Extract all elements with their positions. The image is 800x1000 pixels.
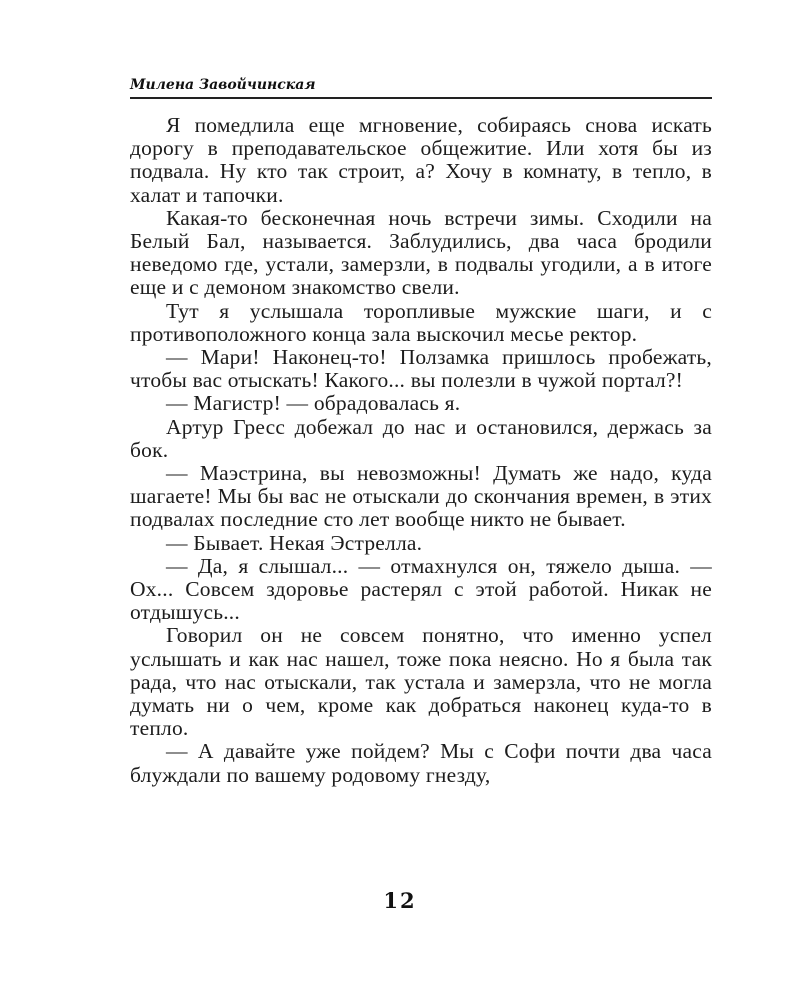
author-name: Милена Завойчинская <box>130 77 316 93</box>
running-header <box>130 76 712 99</box>
paragraph: Артур Гресс добежал до нас и остановился, держась за бок. <box>130 414 712 462</box>
paragraph: — Мари! Наконец-то! Ползамка пришлось пробежать, чтобы вас отыскать! Какого... вы полезли в чужой портал?! <box>130 345 712 393</box>
paragraph: Я помедлила еще мгновение, собираясь снова искать дорогу в преподавательское общежитие. Или хотя бы из подвала. Ну кто так строит, а? Хочу в комнату, в тепло, в халат и тапочки. <box>130 113 712 207</box>
paragraph: — А давайте уже пойдем? Мы с Софи почти два часа блуждали по вашему родовому гнезду, <box>130 739 712 787</box>
paragraph: — Маэстрина, вы невозможны! Думать же надо, куда шагаете! Мы бы вас не отыскали до скончания времен, в этих подвалах последние сто лет вообще никто не бывает. <box>130 461 712 532</box>
paragraph: Какая-то бесконечная ночь встречи зимы. Сходили на Белый Бал, называется. Заблудились, два часа бродили неведомо где, устали, замерзли, в подвалы угодили, а в итоге еще и с демоном знакомство свели. <box>130 205 712 300</box>
paragraph: — Бывает. Некая Эстрелла. <box>166 530 423 555</box>
paragraph: Тут я услышала торопливые мужские шаги, и с противоположного конца зала выскочил месье ректор. <box>130 298 712 346</box>
body-text <box>130 114 712 787</box>
paragraph: — Магистр! — обрадовалась я. <box>166 391 461 416</box>
paragraph: Говорил он не совсем понятно, что именно успел услышать и как нас нашел, тоже пока неясно. Но я была так рада, что нас отыскали, так устала и замерзла, что не могла думать ни о чем, кроме как добраться наконец куда-то в тепло. <box>130 623 712 741</box>
page-number: 12 <box>383 888 417 913</box>
paragraph: — Да, я слышал... — отмахнулся он, тяжело дыша. — Ох... Совсем здоровье растерял с этой работой. Никак не отдышусь... <box>130 553 712 625</box>
